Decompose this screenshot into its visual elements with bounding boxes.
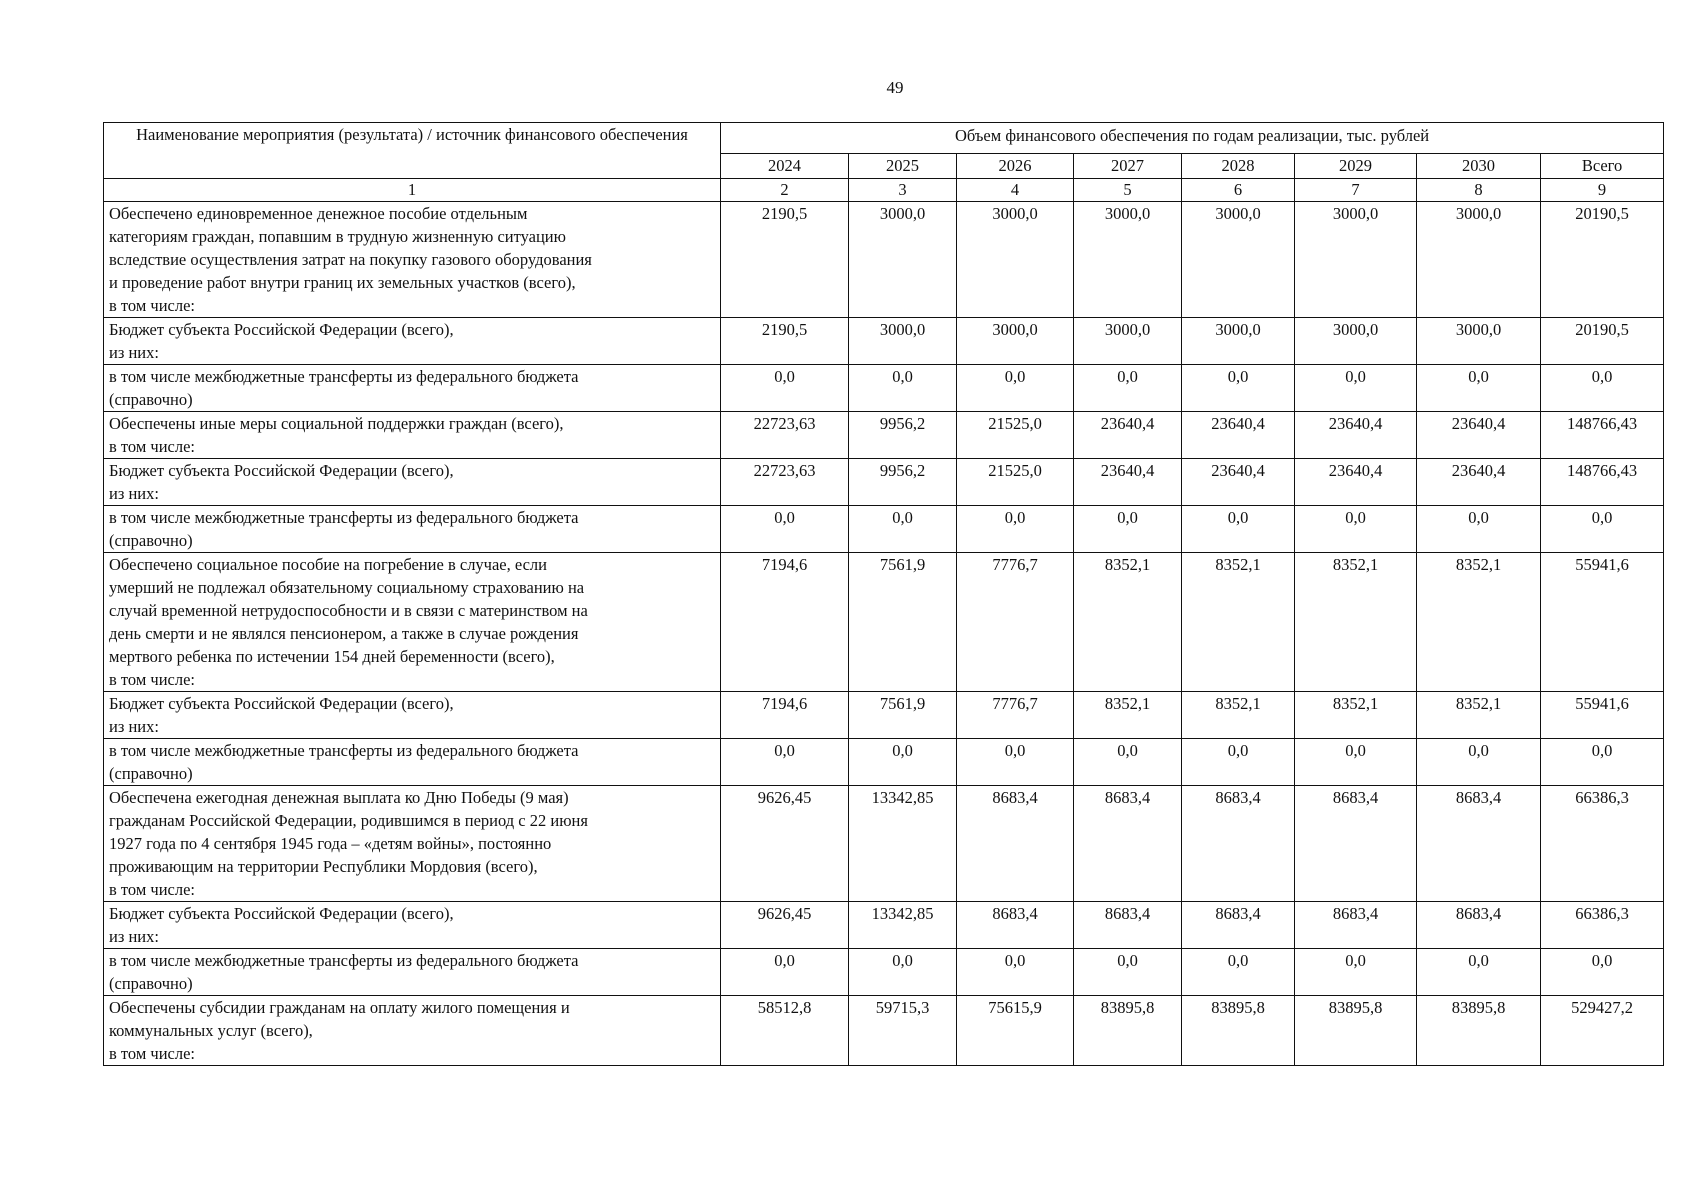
row-year-value: 0,0 (1182, 949, 1295, 996)
row-total-value: 148766,43 (1541, 459, 1664, 506)
row-year-value: 0,0 (721, 365, 849, 412)
row-year-value: 0,0 (1295, 506, 1417, 553)
row-total-value: 529427,2 (1541, 996, 1664, 1066)
row-name (104, 318, 721, 365)
row-year-value: 7561,9 (849, 692, 957, 739)
row-name-line: категориям граждан, попавшим в трудную жизненную ситуацию (109, 227, 566, 246)
header-funding-group: Объем финансового обеспечения по годам реализации, тыс. рублей (721, 123, 1664, 154)
table-row (104, 786, 1664, 902)
row-name-line: Обеспечено единовременное денежное пособие отдельным (109, 204, 528, 223)
row-name-line: день смерти и не являлся пенсионером, а также в случае рождения (109, 624, 579, 643)
row-year-value: 8683,4 (1074, 902, 1182, 949)
column-number: 4 (957, 179, 1074, 202)
row-year-value: 23640,4 (1182, 459, 1295, 506)
row-name-line: гражданам Российской Федерации, родившимся в период с 22 июня (109, 811, 588, 830)
row-year-value: 23640,4 (1295, 459, 1417, 506)
row-name-line: из них: (109, 484, 159, 503)
table-row (104, 949, 1664, 996)
row-total-value: 20190,5 (1541, 202, 1664, 318)
row-name-line: Обеспечена ежегодная денежная выплата ко Дню Победы (9 мая) (109, 788, 569, 807)
row-year-value: 8352,1 (1417, 553, 1541, 692)
row-year-value: 8352,1 (1074, 692, 1182, 739)
header-year: 2030 (1417, 154, 1541, 179)
row-year-value: 8683,4 (1074, 786, 1182, 902)
column-number: 6 (1182, 179, 1295, 202)
row-name-line: Бюджет субъекта Российской Федерации (всего), (109, 461, 454, 480)
row-year-value: 0,0 (849, 365, 957, 412)
row-year-value: 0,0 (957, 949, 1074, 996)
row-year-value: 0,0 (1417, 365, 1541, 412)
row-year-value: 0,0 (849, 506, 957, 553)
row-name (104, 902, 721, 949)
table-row (104, 739, 1664, 786)
header-year: 2025 (849, 154, 957, 179)
header-total: Всего (1541, 154, 1664, 179)
row-name (104, 202, 721, 318)
row-year-value: 0,0 (849, 739, 957, 786)
row-name (104, 506, 721, 553)
row-name-line: (справочно) (109, 390, 193, 409)
table-header (104, 123, 1664, 202)
row-name-line: (справочно) (109, 531, 193, 550)
row-name-line: Бюджет субъекта Российской Федерации (всего), (109, 904, 454, 923)
row-year-value: 0,0 (721, 739, 849, 786)
row-name-line: проживающим на территории Республики Мордовия (всего), (109, 857, 538, 876)
row-year-value: 13342,85 (849, 786, 957, 902)
row-year-value: 23640,4 (1074, 412, 1182, 459)
row-year-value: 8683,4 (957, 786, 1074, 902)
row-year-value: 8683,4 (957, 902, 1074, 949)
row-year-value: 23640,4 (1417, 459, 1541, 506)
row-year-value: 8352,1 (1074, 553, 1182, 692)
row-name (104, 412, 721, 459)
row-year-value: 9956,2 (849, 459, 957, 506)
table-row (104, 412, 1664, 459)
row-year-value: 0,0 (957, 365, 1074, 412)
row-year-value: 23640,4 (1417, 412, 1541, 459)
row-year-value: 0,0 (1417, 949, 1541, 996)
row-name (104, 949, 721, 996)
row-year-value: 2190,5 (721, 318, 849, 365)
row-name-line: в том числе: (109, 1044, 196, 1063)
row-year-value: 59715,3 (849, 996, 957, 1066)
row-name-line: из них: (109, 927, 159, 946)
row-year-value: 23640,4 (1295, 412, 1417, 459)
row-year-value: 8683,4 (1295, 902, 1417, 949)
row-year-value: 83895,8 (1182, 996, 1295, 1066)
row-year-value: 0,0 (1182, 365, 1295, 412)
row-year-value: 3000,0 (1417, 202, 1541, 318)
row-total-value: 66386,3 (1541, 786, 1664, 902)
row-year-value: 0,0 (721, 949, 849, 996)
column-number: 2 (721, 179, 849, 202)
row-name-line: 1927 года по 4 сентября 1945 года – «детям войны», постоянно (109, 834, 552, 853)
row-year-value: 9626,45 (721, 902, 849, 949)
row-year-value: 83895,8 (1074, 996, 1182, 1066)
row-total-value: 0,0 (1541, 506, 1664, 553)
table-row (104, 692, 1664, 739)
row-name (104, 786, 721, 902)
row-year-value: 58512,8 (721, 996, 849, 1066)
row-year-value: 83895,8 (1417, 996, 1541, 1066)
row-year-value: 3000,0 (1182, 318, 1295, 365)
row-year-value: 3000,0 (1295, 202, 1417, 318)
row-name-line: в том числе межбюджетные трансферты из федерального бюджета (109, 508, 579, 527)
row-year-value: 3000,0 (957, 202, 1074, 318)
row-year-value: 7194,6 (721, 553, 849, 692)
row-name (104, 996, 721, 1066)
row-year-value: 3000,0 (1074, 202, 1182, 318)
header-year: 2026 (957, 154, 1074, 179)
header-year: 2027 (1074, 154, 1182, 179)
row-year-value: 3000,0 (1295, 318, 1417, 365)
row-name-line: коммунальных услуг (всего), (109, 1021, 313, 1040)
row-year-value: 21525,0 (957, 412, 1074, 459)
page-number: 49 (886, 78, 904, 97)
row-year-value: 0,0 (1074, 506, 1182, 553)
table-row (104, 459, 1664, 506)
row-name-line: Бюджет субъекта Российской Федерации (всего), (109, 320, 454, 339)
row-total-value: 55941,6 (1541, 553, 1664, 692)
row-total-value: 148766,43 (1541, 412, 1664, 459)
row-total-value: 0,0 (1541, 949, 1664, 996)
row-name-line: (справочно) (109, 764, 193, 783)
row-name-line: случай временной нетрудоспособности и в связи с материнством на (109, 601, 588, 620)
row-name-line: в том числе: (109, 437, 196, 456)
row-name-line: в том числе: (109, 880, 196, 899)
row-year-value: 7776,7 (957, 692, 1074, 739)
row-year-value: 8683,4 (1182, 786, 1295, 902)
row-year-value: 0,0 (1074, 739, 1182, 786)
row-year-value: 23640,4 (1182, 412, 1295, 459)
row-year-value: 0,0 (1182, 506, 1295, 553)
row-year-value: 83895,8 (1295, 996, 1417, 1066)
header-year: 2029 (1295, 154, 1417, 179)
row-name (104, 365, 721, 412)
table-row (104, 365, 1664, 412)
row-year-value: 2190,5 (721, 202, 849, 318)
row-year-value: 13342,85 (849, 902, 957, 949)
row-name-line: из них: (109, 343, 159, 362)
row-year-value: 0,0 (1417, 506, 1541, 553)
row-total-value: 55941,6 (1541, 692, 1664, 739)
header-year: 2028 (1182, 154, 1295, 179)
row-year-value: 0,0 (957, 506, 1074, 553)
table-row (104, 553, 1664, 692)
row-year-value: 7561,9 (849, 553, 957, 692)
table-row (104, 318, 1664, 365)
row-name-line: Обеспечено социальное пособие на погребение в случае, если (109, 555, 547, 574)
row-name-line: в том числе межбюджетные трансферты из федерального бюджета (109, 951, 579, 970)
row-year-value: 0,0 (1295, 949, 1417, 996)
row-name-line: в том числе: (109, 296, 196, 315)
row-year-value: 21525,0 (957, 459, 1074, 506)
row-name-line: в том числе: (109, 670, 196, 689)
column-number: 1 (104, 179, 721, 202)
row-year-value: 8683,4 (1417, 902, 1541, 949)
column-number: 7 (1295, 179, 1417, 202)
row-year-value: 9626,45 (721, 786, 849, 902)
row-name-line: и проведение работ внутри границ их земельных участков (всего), (109, 273, 576, 292)
column-number: 8 (1417, 179, 1541, 202)
row-year-value: 3000,0 (957, 318, 1074, 365)
column-number: 3 (849, 179, 957, 202)
row-name-line: из них: (109, 717, 159, 736)
row-name-line: Обеспечены субсидии гражданам на оплату жилого помещения и (109, 998, 570, 1017)
row-name-line: Обеспечены иные меры социальной поддержки граждан (всего), (109, 414, 564, 433)
row-name (104, 739, 721, 786)
row-year-value: 0,0 (1417, 739, 1541, 786)
row-year-value: 0,0 (957, 739, 1074, 786)
row-year-value: 3000,0 (1074, 318, 1182, 365)
row-year-value: 8683,4 (1295, 786, 1417, 902)
row-total-value: 66386,3 (1541, 902, 1664, 949)
table-row (104, 996, 1664, 1066)
table-row (104, 902, 1664, 949)
row-year-value: 3000,0 (849, 202, 957, 318)
financing-table (103, 122, 1664, 1066)
row-name-line: умерший не подлежал обязательному социальному страхованию на (109, 578, 585, 597)
row-name (104, 553, 721, 692)
row-name (104, 692, 721, 739)
row-name-line: Бюджет субъекта Российской Федерации (всего), (109, 694, 454, 713)
row-year-value: 8352,1 (1417, 692, 1541, 739)
row-total-value: 0,0 (1541, 739, 1664, 786)
header-year: 2024 (721, 154, 849, 179)
row-year-value: 0,0 (1074, 949, 1182, 996)
row-total-value: 20190,5 (1541, 318, 1664, 365)
row-name-line: в том числе межбюджетные трансферты из федерального бюджета (109, 367, 579, 386)
row-year-value: 9956,2 (849, 412, 957, 459)
row-year-value: 0,0 (1182, 739, 1295, 786)
row-year-value: 0,0 (1074, 365, 1182, 412)
row-name-line: мертвого ребенка по истечении 154 дней беременности (всего), (109, 647, 555, 666)
table-row (104, 202, 1664, 318)
row-year-value: 22723,63 (721, 459, 849, 506)
row-year-value: 3000,0 (1417, 318, 1541, 365)
table-body (104, 202, 1664, 1066)
row-name-line: (справочно) (109, 974, 193, 993)
row-year-value: 3000,0 (1182, 202, 1295, 318)
row-year-value: 8352,1 (1295, 553, 1417, 692)
row-year-value: 8352,1 (1182, 692, 1295, 739)
row-total-value: 0,0 (1541, 365, 1664, 412)
row-year-value: 7194,6 (721, 692, 849, 739)
row-year-value: 0,0 (1295, 365, 1417, 412)
column-number: 9 (1541, 179, 1664, 202)
row-year-value: 3000,0 (849, 318, 957, 365)
row-year-value: 8683,4 (1417, 786, 1541, 902)
row-year-value: 0,0 (849, 949, 957, 996)
column-number: 5 (1074, 179, 1182, 202)
row-year-value: 8352,1 (1182, 553, 1295, 692)
row-year-value: 7776,7 (957, 553, 1074, 692)
table-row (104, 506, 1664, 553)
row-year-value: 0,0 (1295, 739, 1417, 786)
row-year-value: 22723,63 (721, 412, 849, 459)
row-year-value: 8352,1 (1295, 692, 1417, 739)
row-name-line: вследствие осуществления затрат на покупку газового оборудования (109, 250, 592, 269)
row-name (104, 459, 721, 506)
row-year-value: 8683,4 (1182, 902, 1295, 949)
row-year-value: 75615,9 (957, 996, 1074, 1066)
row-name-line: в том числе межбюджетные трансферты из федерального бюджета (109, 741, 579, 760)
row-year-value: 23640,4 (1074, 459, 1182, 506)
header-name-column: Наименование мероприятия (результата) / источник финансового обеспечения (104, 123, 721, 179)
row-year-value: 0,0 (721, 506, 849, 553)
